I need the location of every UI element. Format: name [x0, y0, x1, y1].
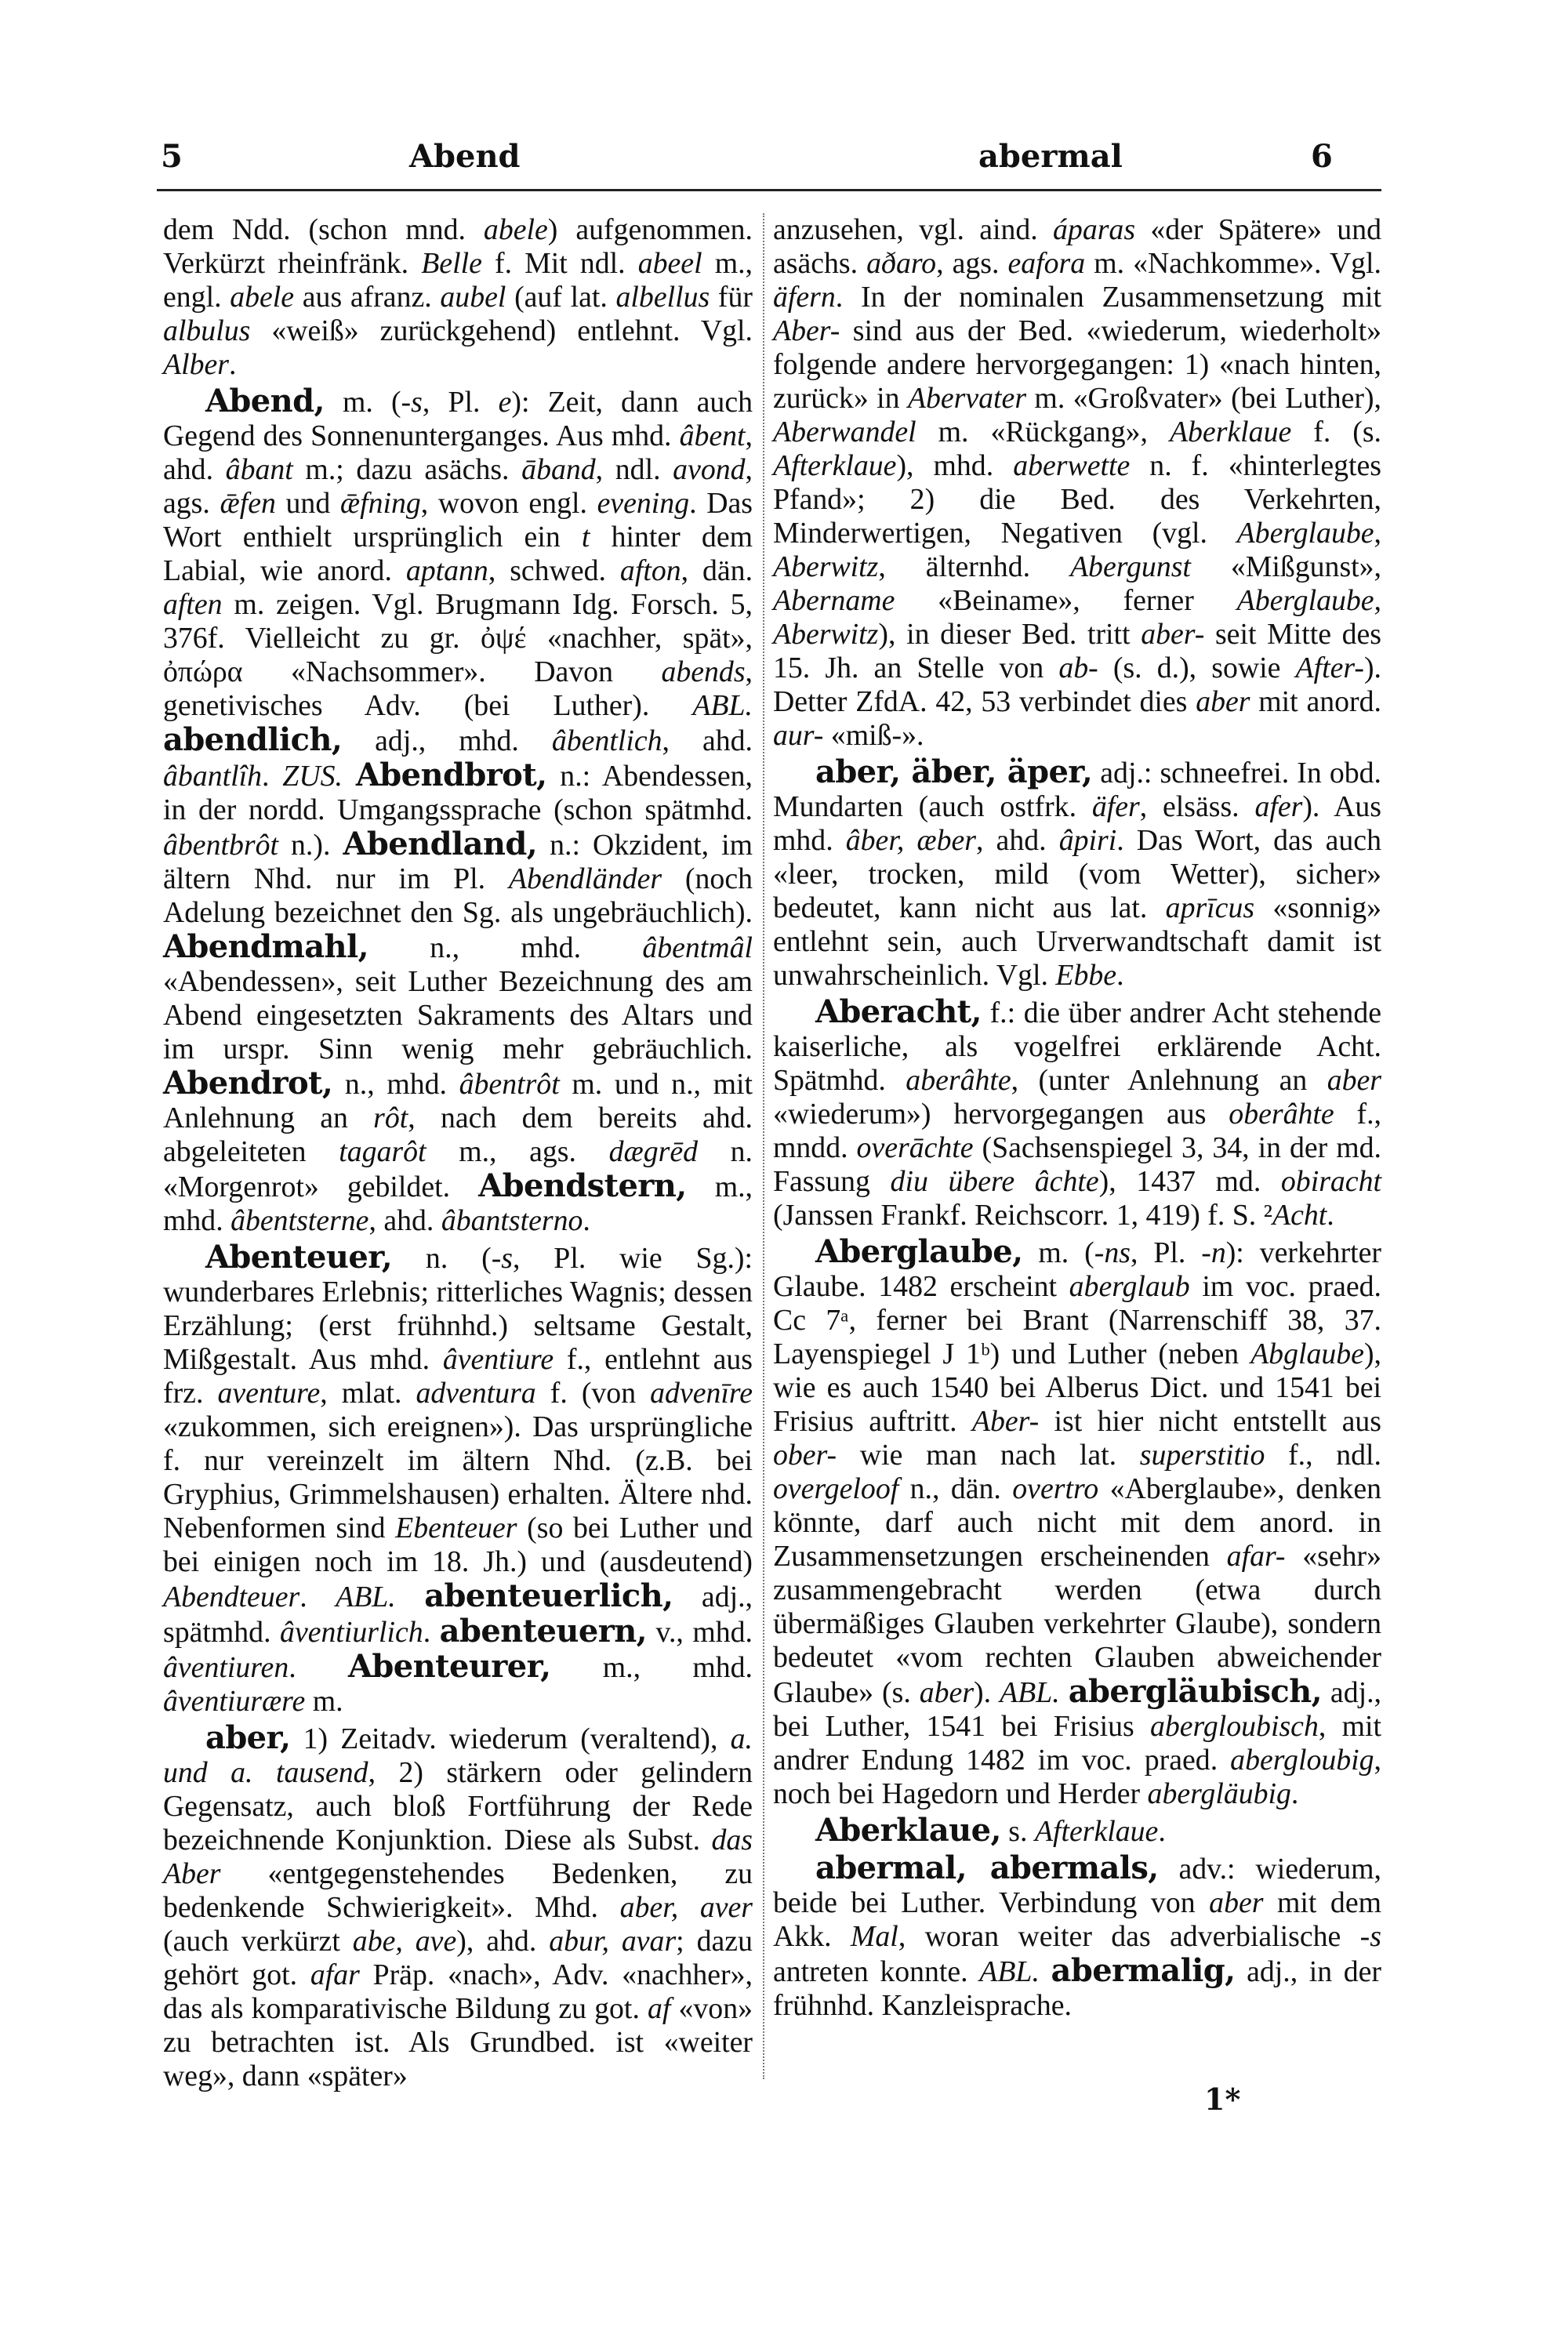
body-text: ). — [974, 1676, 1000, 1709]
body-text: f. (s. — [1291, 416, 1381, 448]
body-text: «weiß» zurückgehend) entlehnt. Vgl. — [250, 314, 753, 347]
body-text: (Janssen Frankf. Reichscorr. 1, 419) f. S. ² — [773, 1199, 1272, 1232]
body-text: (auf lat. — [506, 281, 616, 314]
italic-text: âbentbrôt — [163, 829, 278, 862]
body-text: , ahd. — [368, 1204, 441, 1237]
body-text: ist hier nicht entstellt aus — [1039, 1405, 1381, 1438]
entry-paragraph — [773, 995, 1381, 1232]
italic-text: ZUS. — [282, 760, 343, 793]
italic-text: aubel — [440, 281, 506, 314]
italic-text: Aberwandel — [773, 416, 916, 448]
body-text: n. «Morgenrot» gebildet. — [163, 1135, 753, 1203]
body-text: ) aufgenommen. Verkürzt rheinfränk. — [163, 213, 753, 280]
body-text: «miß-». — [823, 719, 924, 752]
body-text: n., mhd. — [332, 1068, 459, 1101]
body-text: (s. d.), sowie — [1098, 652, 1296, 684]
italic-text: aptann — [405, 554, 488, 587]
headword: abenteuerlich, — [424, 1577, 673, 1614]
body-text — [1060, 1676, 1069, 1709]
body-text: ), ahd. — [456, 1925, 550, 1958]
italic-text: aber, aver — [619, 1891, 753, 1924]
body-text: ), 1437 md. — [1098, 1165, 1281, 1198]
body-text: «Abendessen», seit Luther Bezeichnung des am Abend eingesetzten Sakraments des Altars und im urspr. Sinn wenig mehr gebräuchlich. — [163, 965, 753, 1065]
italic-text: aber — [1327, 1064, 1381, 1097]
body-text: m. «Nachkomme». Vgl. — [1085, 247, 1381, 280]
italic-text: abergloubisch — [1149, 1710, 1319, 1743]
italic-text: âventiurære — [163, 1685, 306, 1718]
entry-paragraph — [773, 755, 1381, 993]
italic-text: aber — [1209, 1886, 1264, 1919]
italic-text: adventura — [416, 1377, 536, 1410]
body-text — [396, 1581, 424, 1613]
body-text: ), wie es auch 1540 bei Alberus Dict. und 1541 bei Frisius auftritt. — [773, 1338, 1381, 1438]
italic-text: After- — [1295, 652, 1364, 684]
body-text: antreten konnte. — [773, 1955, 980, 1988]
italic-text: ǣfen — [220, 487, 276, 520]
italic-text: Abername — [773, 584, 895, 617]
italic-text: aberâhte — [906, 1064, 1011, 1097]
italic-text: abeel — [637, 247, 702, 280]
body-text: . — [583, 1204, 590, 1237]
italic-text: aberglaub — [1069, 1270, 1190, 1303]
body-text: , mlat. — [320, 1377, 416, 1410]
body-text: . In der nominalen Zusammensetzung mit — [835, 281, 1381, 314]
body-text: m., mhd. — [163, 1171, 753, 1237]
body-text: , woran weiter das adverbialische - — [898, 1920, 1370, 1953]
body-text: «entgegenstehendes Bedenken, zu bedenkende Schwierigkeit». Mhd. — [163, 1857, 753, 1924]
body-text: f. Mit ndl. — [481, 247, 638, 280]
header-rule — [157, 189, 1381, 191]
body-text: m. «Großvater» (bei Luther), — [1026, 382, 1381, 415]
body-text: m.; dazu asächs. — [292, 453, 522, 486]
italic-text: evening — [597, 487, 690, 520]
body-text: anzusehen, vgl. aind. — [773, 213, 1054, 246]
italic-text: advenīre — [650, 1377, 753, 1410]
italic-text: aprīcus — [1165, 891, 1255, 924]
body-text: seit Mitte des 15. Jh. an Stelle von — [773, 618, 1381, 684]
page-number-right: 6 — [1311, 138, 1333, 175]
headword: aber, — [205, 1719, 291, 1756]
column-divider — [763, 213, 764, 2079]
body-text: f., entlehnt aus frz. — [163, 1343, 753, 1410]
body-text: mit dem Akk. — [773, 1886, 1382, 1953]
body-text: (Sachsenspiegel 3, 34, in der md. Fassung — [773, 1131, 1382, 1198]
body-text: «zukommen, sich ereignen»). Das ursprüngliche f. nur vereinzelt im ältern Nhd. (z.B. bei Gryphius, Grimmelshausen) erhalten. Ältere nhd. Nebenformen sind — [163, 1410, 753, 1544]
headword: Abenteuer, — [205, 1239, 393, 1276]
italic-text: Acht — [1272, 1199, 1327, 1232]
italic-text: ABL. — [1000, 1676, 1060, 1709]
italic-text: tagarôt — [339, 1135, 426, 1168]
italic-text: Aber- — [773, 314, 840, 347]
italic-text: overtro — [1012, 1472, 1099, 1505]
italic-text: Ebenteuer — [395, 1512, 517, 1544]
entry-paragraph — [163, 213, 753, 382]
body-text: (noch Adelung bezeichnet den Sg. als ungebräuchlich). — [163, 862, 753, 929]
body-text: , Pl. wie Sg.): wunderbares Erlebnis; ritterliches Wagnis; dessen Erzählung; (erst frühnhd.) seltsame Gestalt, Mißgestalt. Aus mhd. — [163, 1242, 753, 1376]
right-column — [773, 213, 1381, 2025]
italic-text: âbentrôt — [459, 1068, 560, 1101]
body-text: ), mhd. — [896, 449, 1014, 482]
entry-paragraph — [163, 1721, 753, 2093]
body-text: m. (- — [1022, 1236, 1105, 1269]
body-text: , Pl. — [422, 386, 499, 419]
entry-paragraph — [163, 384, 753, 1238]
body-text: , schwed. — [488, 554, 620, 587]
italic-text: overāchte — [856, 1131, 974, 1164]
body-text: m. — [305, 1685, 343, 1718]
body-text: n. f. «hinterlegtes Pfand»; 2) die Bed. des Verkehrten, Minderwertigen, Negativen (vgl. — [773, 449, 1381, 550]
body-text: adj., spätmhd. — [163, 1581, 753, 1649]
body-text: . — [1116, 959, 1124, 992]
body-text: m. zeigen. Vgl. Brugmann Idg. Forsch. 5, 376f. Vielleicht zu gr. ὀψέ «nachher, spät», ὀπώρα «Nachsommer». Davon — [163, 588, 753, 688]
body-text: , ags. — [163, 453, 753, 520]
italic-text: dægrēd — [608, 1135, 699, 1168]
italic-text: äfern — [773, 281, 836, 314]
body-text: adj., bei Luther, 1541 bei Frisius — [773, 1676, 1381, 1743]
body-text: adj., mhd. — [342, 724, 552, 757]
body-text: f., ndl. — [1265, 1439, 1381, 1472]
italic-text: abergloubig — [1230, 1744, 1374, 1777]
body-text: , ags. — [936, 247, 1008, 280]
headword: Aberklaue, — [815, 1812, 1001, 1849]
italic-text: e — [498, 386, 512, 419]
body-text: m., engl. — [163, 247, 753, 314]
body-text: . — [299, 1581, 336, 1613]
body-text: , ndl. — [595, 453, 673, 486]
italic-text: s — [411, 386, 423, 419]
body-text: , wovon engl. — [420, 487, 597, 520]
body-text: 1) Zeitadv. wiederum (veraltend), — [290, 1722, 731, 1755]
body-text: . Das Wort enthielt ursprünglich ein — [163, 487, 753, 554]
body-text: «der Spätere» und asächs. — [773, 213, 1381, 280]
signature-mark: 1* — [1204, 2082, 1241, 2117]
italic-text: abur, avar — [549, 1925, 677, 1958]
italic-text: Afterklaue — [773, 449, 897, 482]
body-text: m. und n., mit Anlehnung an — [163, 1068, 753, 1134]
italic-text: aber — [1196, 685, 1250, 718]
body-text: . — [228, 348, 237, 381]
body-text: adv.: wiederum, beide bei Luther. Verbindung von — [773, 1853, 1381, 1919]
body-text: v., mhd. — [647, 1616, 753, 1649]
italic-text: âbantsterno — [441, 1204, 583, 1237]
header-keyword-right: abermal — [978, 138, 1123, 175]
italic-text: das Aber — [163, 1824, 753, 1890]
italic-text: ober- — [773, 1439, 837, 1472]
italic-text: äfer — [1091, 790, 1140, 823]
body-text — [1040, 1955, 1051, 1988]
body-text: adj.: schneefrei. In obd. Mundarten (auch ostfrk. — [773, 757, 1381, 823]
page-number-left: 5 — [161, 138, 183, 175]
italic-text: Afterklaue — [1034, 1815, 1159, 1848]
italic-text: Abendteuer — [163, 1581, 300, 1613]
body-text: . Das Wort, das auch «leer, trocken, mild (vom Wetter), sicher» bedeutet, kann nicht aus lat. — [773, 824, 1381, 924]
body-text: n., dän. — [898, 1472, 1013, 1505]
left-column — [163, 213, 753, 2096]
italic-text: afton — [619, 554, 681, 587]
body-text: wie man nach lat. — [837, 1439, 1140, 1472]
body-text: . — [262, 760, 283, 793]
body-text: (auch verkürzt — [163, 1925, 353, 1958]
italic-text: s — [1370, 1920, 1381, 1953]
body-text: «Aberglaube», denken könnte, darf auch nicht mit dem anord. in Zusammensetzungen erscheinenden — [773, 1472, 1381, 1573]
italic-text: albulus — [163, 314, 251, 347]
entry-paragraph — [773, 1813, 1381, 1849]
body-text: dem Ndd. (schon mnd. — [163, 213, 484, 246]
body-text: n.: Abendessen, in der nordd. Umgangssprache (schon spätmhd. — [163, 760, 753, 826]
body-text: sind aus der Bed. «wiederum, wiederholt» folgende andere hervorgegangen: 1) «nach hinten, zurück» in — [773, 314, 1381, 415]
headword: abermal, abermals, — [815, 1849, 1159, 1886]
italic-text: Abervater — [907, 382, 1027, 415]
italic-text: ns — [1104, 1236, 1131, 1269]
body-text: ). Detter ZfdA. 42, 53 verbindet dies — [773, 652, 1381, 718]
body-text: «sehr» zusammengebracht werden (etwa durch übermäßiges Glauben verkehrter Glaube), sondern bedeutet «vom rechten Glauben abweichender Glaube» (s. — [773, 1540, 1381, 1709]
italic-text: Aberglaube — [1236, 517, 1374, 550]
body-text: , elsäss. — [1139, 790, 1255, 823]
headword: Aberglaube, — [815, 1233, 1023, 1270]
body-text: m., mhd. — [550, 1651, 753, 1684]
entry-paragraph — [773, 1235, 1381, 1811]
body-text: hinter dem Labial, wie anord. — [163, 521, 753, 587]
body-text: «sonnig» entlehnt sein, auch Urverwandtschaft damit ist unwahrscheinlich. Vgl. — [773, 891, 1381, 992]
body-text: n. (- — [392, 1242, 502, 1275]
body-text: , ahd. — [163, 419, 753, 486]
italic-text: ABL. — [336, 1581, 396, 1613]
italic-text: Aberklaue — [1169, 416, 1292, 448]
italic-text: s — [501, 1242, 514, 1275]
italic-text: avond — [673, 453, 746, 486]
italic-text: Aberwitz — [773, 550, 879, 583]
italic-text: āband — [521, 453, 596, 486]
body-text: m. «Rückgang», — [916, 416, 1170, 448]
body-text: . — [423, 1616, 440, 1649]
headword: Aberacht, — [815, 993, 982, 1030]
italic-text: Abergunst — [1069, 550, 1191, 583]
body-text: , (unter Anlehnung an — [1011, 1064, 1327, 1097]
headword: Abendmahl, — [163, 928, 368, 965]
body-text: n., mhd. — [368, 931, 643, 964]
headword: Abendstern, — [478, 1167, 687, 1204]
body-text: ; dazu gehört got. — [163, 1925, 753, 1991]
body-text: , genetivisches Adv. (bei Luther). — [163, 655, 753, 722]
italic-text: superstitio — [1139, 1439, 1265, 1472]
body-text: n.). — [278, 829, 343, 862]
italic-text: ǣfning — [339, 487, 421, 520]
italic-text: âbantlîh — [163, 760, 262, 793]
body-text: . — [1290, 1777, 1299, 1810]
body-text: , — [1374, 517, 1381, 550]
body-text: , nach dem bereits ahd. abgeleiteten — [163, 1102, 753, 1168]
body-text: ): Zeit, dann auch Gegend des Sonnenunterganges. Aus mhd. — [163, 386, 753, 452]
italic-text: diu übere âchte — [890, 1165, 1099, 1198]
body-text: und — [275, 487, 340, 520]
italic-text: abele — [230, 281, 295, 314]
italic-text: aventure — [217, 1377, 321, 1410]
italic-text: Belle — [421, 247, 482, 280]
italic-text: abergläubig — [1147, 1777, 1291, 1810]
body-text — [343, 760, 356, 793]
italic-text: rôt — [373, 1102, 408, 1134]
headword: abenteuern, — [439, 1613, 647, 1650]
body-text: im voc. praed. Cc 7ᵃ, ferner bei Brant (Narrenschiff 38, 37. Layenspiegel J 1ᵇ) und Luther (neben — [773, 1270, 1381, 1370]
italic-text: Abendländer — [508, 862, 662, 895]
italic-text: eafora — [1007, 247, 1086, 280]
body-text: m. (- — [324, 386, 412, 419]
italic-text: aðaro — [866, 247, 937, 280]
italic-text: abe, ave — [352, 1925, 457, 1958]
body-text: , noch bei Hagedorn und Herder — [773, 1744, 1381, 1810]
body-text: Präp. «nach», Adv. «nachher», das als komparativische Bildung zu got. — [163, 1958, 753, 2025]
italic-text: aften — [163, 588, 223, 621]
italic-text: âbentlich — [551, 724, 662, 757]
italic-text: âbentmâl — [642, 931, 753, 964]
italic-text: âventiurlich — [280, 1616, 423, 1649]
body-text: , mit andrer Endung 1482 im voc. praed. — [773, 1710, 1381, 1777]
italic-text: âventiuren — [163, 1651, 289, 1684]
body-text: «Beiname», ferner — [895, 584, 1237, 617]
italic-text: overgeloof — [773, 1472, 899, 1505]
header-keyword-left: Abend — [409, 138, 521, 175]
italic-text: aberwette — [1013, 449, 1131, 482]
headword: Abendrot, — [163, 1065, 333, 1102]
italic-text: oberâhte — [1229, 1098, 1334, 1131]
italic-text: abele — [483, 213, 548, 246]
italic-text: obiracht — [1280, 1165, 1381, 1198]
italic-text: âber, æber — [845, 824, 976, 857]
body-text: , dän. — [681, 554, 753, 587]
body-text: n.: Okzident, im ältern Nhd. nur im Pl. — [163, 829, 753, 895]
italic-text: n — [1210, 1236, 1226, 1269]
body-text: , ahd. — [662, 724, 753, 757]
body-text: , 2) stärkern oder gelindern Gegensatz, auch bloß Fortführung der Rede bezeichnende Konjunktion. Diese als Subst. — [163, 1756, 753, 1857]
body-text: «von» zu betrachten ist. Als Grundbed. ist «weiter weg», dann «später» — [163, 1992, 753, 2092]
headword: abermalig, — [1051, 1952, 1236, 1989]
italic-text: Aberglaube, Aberwitz — [773, 584, 1381, 651]
body-text: f., mndd. — [773, 1098, 1382, 1164]
headword: Abend, — [205, 383, 325, 419]
italic-text: Mal — [850, 1920, 898, 1953]
italic-text: ABL. — [979, 1955, 1040, 1988]
italic-text: aber- — [1141, 618, 1205, 651]
body-text: , ahd. — [976, 824, 1059, 857]
italic-text: Aber- — [971, 1405, 1040, 1438]
italic-text: afar- — [1226, 1540, 1286, 1573]
italic-text: albellus — [615, 281, 710, 314]
italic-text: ABL. — [692, 689, 753, 722]
entry-paragraph — [163, 1240, 753, 1719]
body-text: (so bei Luther und bei einigen noch im 18. Jh.) und (ausdeutend) — [163, 1512, 753, 1578]
italic-text: afar — [310, 1958, 360, 1991]
italic-text: af — [648, 1992, 671, 2025]
italic-text: afer — [1254, 790, 1303, 823]
body-text: «Mißgunst», — [1190, 550, 1381, 583]
italic-text: aur- — [773, 719, 824, 752]
italic-text: âbant — [225, 453, 293, 486]
body-text: . — [1327, 1199, 1334, 1232]
headword: abergläubisch, — [1068, 1673, 1322, 1710]
italic-text: ab- — [1058, 652, 1098, 684]
italic-text: âbent — [679, 419, 746, 452]
body-text: s. — [1000, 1815, 1035, 1848]
body-text: f.: die über andrer Acht stehende kaiserliche, als vogelfrei erklärende Acht. Spätmhd. — [773, 996, 1381, 1097]
body-text: m., ags. — [426, 1135, 609, 1168]
italic-text: a. und a. tausend — [163, 1722, 753, 1789]
body-text: . — [289, 1651, 348, 1684]
italic-text: Abglaube — [1250, 1338, 1364, 1370]
italic-text: Ebbe — [1055, 959, 1117, 992]
body-text: ). Aus mhd. — [773, 790, 1381, 857]
italic-text: aber — [919, 1676, 975, 1709]
body-text: f. (von — [535, 1377, 651, 1410]
body-text: aus afranz. — [294, 281, 441, 314]
headword: Abendland, — [343, 826, 538, 862]
headword: Abenteurer, — [347, 1648, 551, 1685]
headword: Abendbrot, — [355, 757, 547, 793]
italic-text: âventiure — [442, 1343, 554, 1376]
italic-text: âbentsterne — [230, 1204, 369, 1237]
entry-paragraph — [773, 213, 1381, 753]
body-text: für — [710, 281, 753, 314]
headword: aber, äber, äper, — [815, 753, 1093, 790]
italic-text: Alber — [163, 348, 229, 381]
italic-text: t — [581, 521, 590, 554]
body-text: ), in dieser Bed. tritt — [878, 618, 1142, 651]
body-text: adj., in der frühnhd. Kanzleisprache. — [773, 1955, 1382, 2022]
body-text: , älternhd. — [878, 550, 1070, 583]
body-text: ): verkehrter Glaube. 1482 erscheint — [773, 1236, 1382, 1303]
body-text: «wiederum») hervorgegangen aus — [773, 1098, 1229, 1131]
body-text: , Pl. - — [1130, 1236, 1211, 1269]
italic-text: áparas — [1053, 213, 1136, 246]
headword: abendlich, — [163, 721, 343, 758]
entry-paragraph — [773, 1851, 1381, 2023]
italic-text: abends — [661, 655, 746, 688]
body-text: . — [1158, 1815, 1166, 1848]
italic-text: âpiri — [1058, 824, 1117, 857]
body-text: mit anord. — [1250, 685, 1381, 718]
